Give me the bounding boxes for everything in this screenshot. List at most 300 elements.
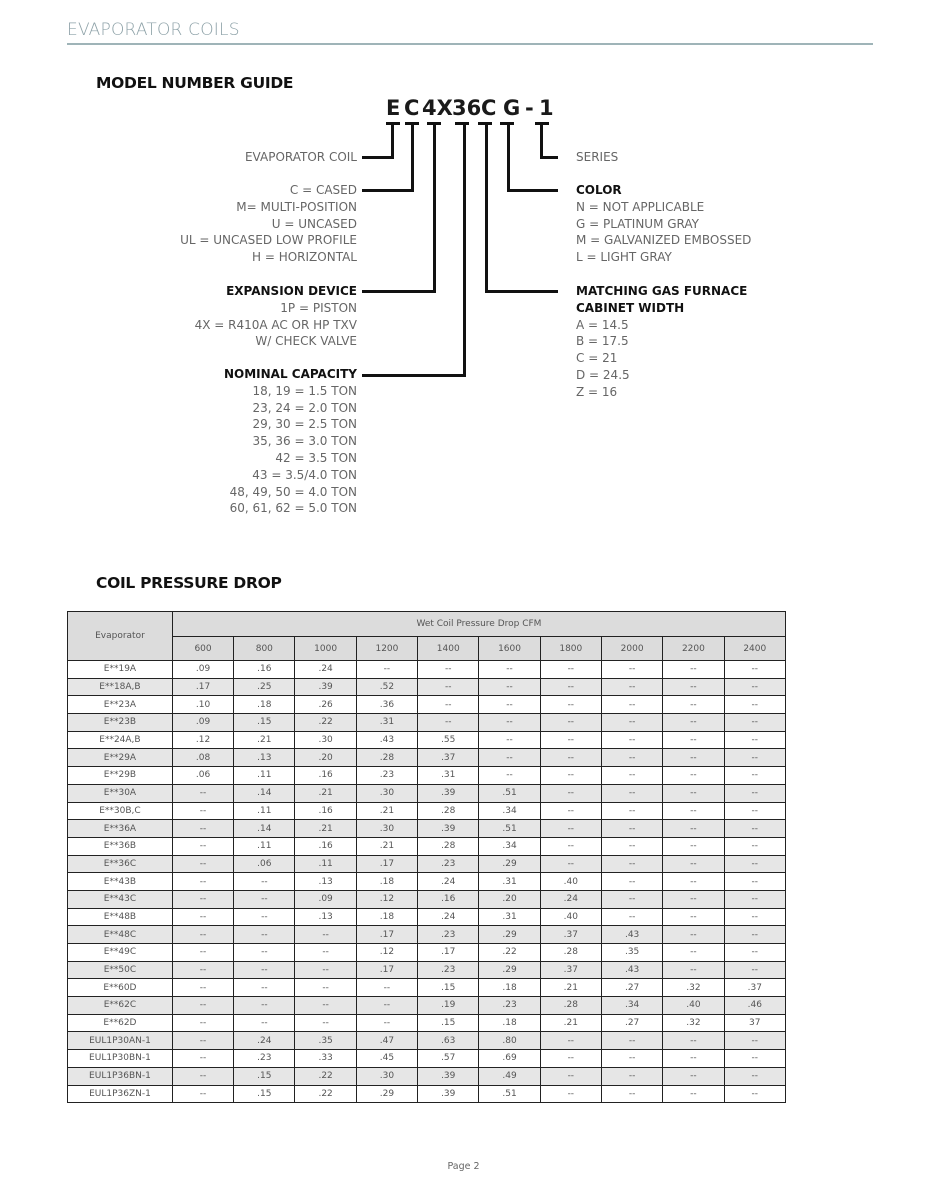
capacity-item: 29, 30 = 2.5 TON [252,417,357,432]
cell-value: -- [418,696,479,714]
expansion-device-heading: EXPANSION DEVICE [226,284,357,298]
cell-value: .32 [663,979,724,997]
pressure-drop-table [67,611,786,1103]
header-cfm-2000: 2000 [601,637,662,661]
table-row [68,820,786,838]
table-row [68,997,786,1015]
table-row [68,1085,786,1103]
cell-model: E**36A [68,820,173,838]
capacity-item: 42 = 3.5 TON [275,450,357,465]
cell-value: .35 [295,1032,356,1050]
header-cfm-1200: 1200 [356,637,417,661]
cell-value: .21 [295,820,356,838]
cell-value: .63 [418,1032,479,1050]
cell-value: -- [172,873,233,891]
capacity-item: 23, 24 = 2.0 TON [252,400,357,415]
cabinet-heading-2: CABINET WIDTH [576,300,685,315]
cell-value: -- [172,1014,233,1032]
cell-model: E**29B [68,767,173,785]
nominal-capacity-heading: NOMINAL CAPACITY [223,367,357,381]
cell-value: .34 [479,837,540,855]
cell-model: E**23A [68,696,173,714]
cell-value: -- [724,802,785,820]
code-char-c: C [404,96,420,120]
cell-value: -- [479,678,540,696]
cell-value: -- [172,855,233,873]
cell-value: .34 [479,802,540,820]
cell-value: .31 [479,908,540,926]
cell-value: .09 [295,890,356,908]
cell-value: .17 [418,944,479,962]
cell-value: .30 [295,731,356,749]
table-row [68,944,786,962]
cell-value: .21 [540,1014,601,1032]
table-row [68,661,786,679]
cell-value: -- [663,678,724,696]
cell-value: -- [540,1050,601,1068]
cell-value: -- [172,802,233,820]
cabinet-item: A = 14.5 [576,317,629,332]
table-row [68,837,786,855]
cell-value: .29 [479,961,540,979]
cell-value: -- [540,802,601,820]
cell-value: .80 [479,1032,540,1050]
color-heading: COLOR [576,183,622,197]
cell-value: -- [540,749,601,767]
cell-value: -- [295,944,356,962]
table-row [68,890,786,908]
cell-value: .13 [234,749,295,767]
cell-model: EUL1P36ZN-1 [68,1085,173,1103]
header-cfm-1000: 1000 [295,637,356,661]
cell-value: .22 [295,1067,356,1085]
cell-value: .25 [234,678,295,696]
table-row [68,855,786,873]
cell-value: -- [724,1050,785,1068]
capacity-item: 60, 61, 62 = 5.0 TON [229,501,357,516]
cell-value: .43 [601,926,662,944]
color-item: L = LIGHT GRAY [576,250,672,265]
cell-model: E**43B [68,873,173,891]
cell-value: .69 [479,1050,540,1068]
cell-value: .20 [295,749,356,767]
cell-value: -- [601,802,662,820]
cell-value: .17 [356,961,417,979]
cell-value: -- [540,855,601,873]
cell-value: .11 [295,855,356,873]
cell-value: -- [663,820,724,838]
code-char-g: G [503,96,521,120]
cell-value: .17 [172,678,233,696]
table-row [68,1050,786,1068]
cell-value: .45 [356,1050,417,1068]
cell-value: .27 [601,1014,662,1032]
cell-value: -- [663,1085,724,1103]
cell-value: .29 [479,926,540,944]
cell-value: -- [479,696,540,714]
cell-value: 37 [724,1014,785,1032]
cell-value: .22 [295,714,356,732]
cell-model: E**24A,B [68,731,173,749]
cell-value: .37 [540,961,601,979]
cell-value: -- [724,944,785,962]
cell-value: -- [295,926,356,944]
cell-value: .31 [479,873,540,891]
cell-value: -- [663,873,724,891]
cell-value: .52 [356,678,417,696]
code-char-1: 1 [539,96,554,120]
cell-value: .28 [540,997,601,1015]
cell-value: -- [172,1085,233,1103]
cell-value: -- [479,731,540,749]
cell-value: .39 [418,1067,479,1085]
cell-value: .17 [356,855,417,873]
cabinet-item: D = 24.5 [576,367,630,382]
capacity-item: 35, 36 = 3.0 TON [252,434,357,449]
cabinet-heading-1: MATCHING GAS FURNACE [576,284,748,298]
table-row [68,1014,786,1032]
casing-item: M= MULTI-POSITION [236,199,357,214]
cell-model: E**50C [68,961,173,979]
cell-value: .28 [356,749,417,767]
cell-value: -- [601,855,662,873]
cell-value: .18 [356,873,417,891]
cell-value: .29 [356,1085,417,1103]
cell-value: .21 [295,784,356,802]
cell-value: .16 [295,802,356,820]
cell-value: .37 [724,979,785,997]
cell-value: .23 [479,997,540,1015]
code-char-dash: - [525,96,534,120]
cell-value: -- [479,714,540,732]
cell-value: -- [663,837,724,855]
cell-value: .09 [172,714,233,732]
cell-value: .51 [479,820,540,838]
capacity-item: 18, 19 = 1.5 TON [252,383,357,398]
cell-value: -- [724,855,785,873]
cell-value: -- [234,873,295,891]
cell-model: E**30A [68,784,173,802]
cell-value: .39 [418,784,479,802]
cell-model: EUL1P30BN-1 [68,1050,173,1068]
cell-value: -- [724,784,785,802]
cell-value: .51 [479,1085,540,1103]
cell-value: .11 [234,802,295,820]
cell-value: .12 [356,890,417,908]
cell-value: .16 [234,661,295,679]
page-header-title: EVAPORATOR COILS [67,20,240,40]
cell-value: .23 [418,855,479,873]
cell-value: -- [172,979,233,997]
cell-value: .31 [356,714,417,732]
cell-value: -- [356,979,417,997]
cell-value: -- [172,890,233,908]
cell-value: -- [724,1067,785,1085]
header-cfm-600: 600 [172,637,233,661]
cell-value: -- [601,873,662,891]
cell-value: .27 [601,979,662,997]
cell-value: -- [724,731,785,749]
cell-value: -- [234,1014,295,1032]
cell-value: -- [234,961,295,979]
casing-item: UL = UNCASED LOW PROFILE [180,233,357,248]
cell-value: -- [601,890,662,908]
cell-value: -- [601,837,662,855]
cell-value: -- [540,1032,601,1050]
cell-model: E**23B [68,714,173,732]
cell-value: -- [601,1032,662,1050]
cell-value: .49 [479,1067,540,1085]
expansion-item: 1P = PISTON [280,300,357,315]
cell-value: -- [540,696,601,714]
label-evaporator-coil: EVAPORATOR COIL [244,150,357,164]
cell-value: .11 [234,837,295,855]
cell-value: -- [724,926,785,944]
cabinet-item: C = 21 [576,351,618,366]
cell-value: .24 [295,661,356,679]
cell-value: -- [172,1050,233,1068]
cell-model: E**48C [68,926,173,944]
cell-value: -- [663,1050,724,1068]
header-cfm-800: 800 [234,637,295,661]
cell-value: .30 [356,1067,417,1085]
cell-value: .06 [234,855,295,873]
cell-value: -- [540,820,601,838]
cell-value: .18 [479,1014,540,1032]
table-row [68,767,786,785]
cell-value: -- [724,961,785,979]
cell-value: -- [724,661,785,679]
cell-value: .19 [418,997,479,1015]
cell-value: -- [663,961,724,979]
cell-value: .30 [356,820,417,838]
cell-value: -- [601,908,662,926]
cell-value: -- [540,661,601,679]
cell-value: -- [172,1032,233,1050]
cell-value: .11 [234,767,295,785]
cell-value: .34 [601,997,662,1015]
cell-value: .12 [356,944,417,962]
cell-value: .21 [356,837,417,855]
cell-model: E**62D [68,1014,173,1032]
cell-value: .35 [601,944,662,962]
cell-value: .39 [418,1085,479,1103]
cell-value: .28 [418,837,479,855]
cell-value: -- [295,961,356,979]
pressure-drop-title: COIL PRESSURE DROP [96,574,282,592]
cell-value: -- [540,1085,601,1103]
table-row [68,873,786,891]
cell-value: .16 [418,890,479,908]
cell-value: -- [172,997,233,1015]
cell-value: .14 [234,784,295,802]
cell-value: -- [601,1050,662,1068]
cell-value: .24 [234,1032,295,1050]
cell-value: -- [601,749,662,767]
cell-value: -- [601,678,662,696]
cell-value: -- [601,767,662,785]
cell-value: -- [172,944,233,962]
cell-value: .43 [601,961,662,979]
header-cfm-1800: 1800 [540,637,601,661]
cell-value: -- [724,1032,785,1050]
cell-value: .37 [540,926,601,944]
cell-value: -- [540,678,601,696]
table-row [68,802,786,820]
cell-value: -- [356,1014,417,1032]
cell-value: -- [724,1085,785,1103]
header-cfm-2400: 2400 [724,637,785,661]
header-cfm-2200: 2200 [663,637,724,661]
header-cfm-1400: 1400 [418,637,479,661]
cell-value: .39 [418,820,479,838]
table-row [68,784,786,802]
header-divider [67,43,873,45]
label-series: SERIES [576,150,619,164]
cell-value: -- [234,944,295,962]
cell-value: -- [663,714,724,732]
cell-value: -- [540,767,601,785]
cell-value: .32 [663,1014,724,1032]
casing-item: C = CASED [289,183,357,197]
code-char-36: 36 [452,96,482,120]
cell-value: -- [540,784,601,802]
cell-value: .23 [234,1050,295,1068]
cell-value: -- [724,714,785,732]
cell-value: .40 [663,997,724,1015]
cell-value: .22 [479,944,540,962]
page-number: Page 2 [447,1161,480,1172]
cell-value: -- [724,890,785,908]
cell-value: -- [663,696,724,714]
cell-value: -- [601,820,662,838]
cell-value: -- [601,696,662,714]
cell-value: -- [663,908,724,926]
table-row [68,979,786,997]
capacity-item: 43 = 3.5/4.0 TON [252,467,357,482]
table-row [68,961,786,979]
capacity-item: 48, 49, 50 = 4.0 TON [229,484,357,499]
expansion-item: 4X = R410A AC OR HP TXV [194,317,357,332]
cell-value: -- [234,997,295,1015]
cell-value: -- [601,731,662,749]
color-block [576,182,751,266]
cell-value: -- [663,1067,724,1085]
cell-value: -- [295,997,356,1015]
cell-value: .39 [295,678,356,696]
cell-value: -- [172,820,233,838]
cell-value: -- [295,979,356,997]
cell-value: .33 [295,1050,356,1068]
cell-value: .37 [418,749,479,767]
cell-model: E**43C [68,890,173,908]
cell-model: EUL1P36BN-1 [68,1067,173,1085]
table-row [68,908,786,926]
color-item: M = GALVANIZED EMBOSSED [576,233,752,248]
header-evaporator: Evaporator [68,612,173,661]
cell-value: .15 [234,1067,295,1085]
cell-value: .23 [418,926,479,944]
cell-value: -- [724,837,785,855]
cell-value: .21 [234,731,295,749]
cell-value: .16 [295,767,356,785]
cell-value: -- [172,784,233,802]
cell-value: -- [418,661,479,679]
cell-value: .09 [172,661,233,679]
cell-value: -- [295,1014,356,1032]
cell-value: .36 [356,696,417,714]
cell-value: .10 [172,696,233,714]
code-char-4x: 4X [422,96,453,120]
header-cfm-1600: 1600 [479,637,540,661]
cell-value: .26 [295,696,356,714]
cell-value: -- [724,820,785,838]
cell-model: EUL1P30AN-1 [68,1032,173,1050]
table-row [68,731,786,749]
color-item: G = PLATINUM GRAY [576,216,700,231]
cell-value: -- [663,661,724,679]
cell-value: -- [234,979,295,997]
cell-value: .13 [295,873,356,891]
cell-value: -- [479,749,540,767]
cell-value: -- [356,661,417,679]
cell-value: -- [172,926,233,944]
cell-value: -- [663,784,724,802]
table-row [68,749,786,767]
code-char-e: E [386,96,401,120]
cell-value: -- [418,678,479,696]
color-item: N = NOT APPLICABLE [576,199,705,214]
model-guide-title: MODEL NUMBER GUIDE [96,74,294,92]
nominal-capacity-block [224,366,357,517]
casing-options [180,182,357,266]
cell-value: .08 [172,749,233,767]
cell-value: .23 [356,767,417,785]
cell-model: E**48B [68,908,173,926]
table-row [68,714,786,732]
cell-value: .17 [356,926,417,944]
cell-value: .21 [540,979,601,997]
cell-value: .15 [234,714,295,732]
cell-value: .15 [418,1014,479,1032]
cell-value: -- [663,944,724,962]
cell-value: .18 [479,979,540,997]
cell-value: -- [172,908,233,926]
cell-value: -- [663,1032,724,1050]
cell-value: .51 [479,784,540,802]
cell-value: .57 [418,1050,479,1068]
cell-value: .06 [172,767,233,785]
cell-value: -- [724,696,785,714]
cell-value: -- [540,714,601,732]
cell-value: .18 [234,696,295,714]
casing-item: H = HORIZONTAL [252,250,357,265]
cell-value: .24 [540,890,601,908]
cell-value: -- [663,767,724,785]
cell-value: -- [479,661,540,679]
cell-value: -- [724,767,785,785]
cell-value: -- [724,873,785,891]
casing-item: U = UNCASED [271,216,357,231]
cell-value: -- [724,678,785,696]
cell-value: .21 [356,802,417,820]
table-row [68,1032,786,1050]
cell-value: -- [601,784,662,802]
cell-value: -- [172,1067,233,1085]
cell-value: -- [724,749,785,767]
cell-value: .15 [234,1085,295,1103]
cell-value: -- [663,855,724,873]
